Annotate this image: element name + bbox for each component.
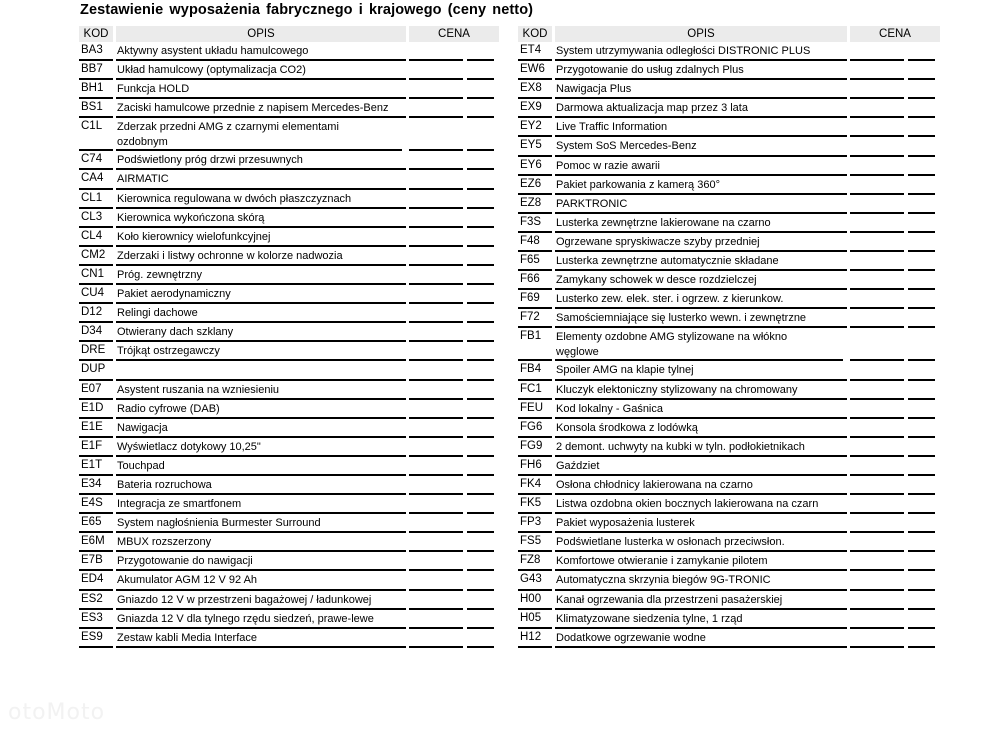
row-rule <box>467 646 494 648</box>
row-description: Otwierany dach szklany <box>117 326 234 339</box>
equipment-table-left <box>79 26 501 648</box>
table-row <box>518 495 942 514</box>
row-code: E1F <box>81 439 103 452</box>
table-row <box>518 419 942 438</box>
row-code: F66 <box>520 273 540 286</box>
table-row <box>79 151 501 170</box>
row-description: Zamykany schowek w desce rozdzielczej <box>556 274 757 287</box>
row-code: E1E <box>81 420 103 433</box>
row-code: ET4 <box>520 44 542 56</box>
row-description: Akumulator AGM 12 V 92 Ah <box>117 574 258 587</box>
row-code: H00 <box>520 592 542 605</box>
table-row <box>79 476 501 495</box>
header-kod: KOD <box>79 26 113 42</box>
row-code: DRE <box>81 344 106 357</box>
row-description: Bateria rozruchowa <box>117 478 212 491</box>
table-row <box>79 438 501 457</box>
row-description: Podświetlane lusterka w osłonach przeciwsłon. <box>556 536 785 549</box>
row-description: System utrzymywania odległości DISTRONIC PLUS <box>556 45 811 57</box>
table-row <box>518 328 942 361</box>
table-row <box>79 457 501 476</box>
row-description: System nagłośnienia Burmester Surround <box>117 517 321 530</box>
table-row <box>518 195 942 214</box>
row-description: MBUX rozszerzony <box>117 536 212 549</box>
row-code: FH6 <box>520 458 542 471</box>
table-row <box>79 533 501 552</box>
row-description: Zaciski hamulcowe przednie z napisem Mercedes-Benz <box>117 102 389 115</box>
row-description: Klimatyzowane siedzenia tylne, 1 rząd <box>556 612 743 625</box>
table-row <box>79 247 501 266</box>
row-code: ES3 <box>81 611 103 624</box>
row-code: G43 <box>520 573 542 586</box>
table-row <box>518 80 942 99</box>
row-description: Komfortowe otwieranie i zamykanie pilotem <box>556 555 768 568</box>
table-row <box>79 514 501 533</box>
row-code: D34 <box>81 325 103 338</box>
row-code: E1T <box>81 458 103 471</box>
table-row <box>79 400 501 419</box>
row-code: C1L <box>81 120 103 133</box>
row-code: FB4 <box>520 363 542 376</box>
table-row <box>79 80 501 99</box>
row-code: BS1 <box>81 101 103 114</box>
table-row <box>79 42 501 61</box>
row-description: Zderzaki i listwy ochronne w kolorze nadwozia <box>117 249 343 262</box>
table-row <box>518 514 942 533</box>
row-description: Lusterko zew. elek. ster. i ogrzew. z kierunkow. <box>556 293 784 306</box>
table-row <box>79 304 501 323</box>
row-description: Relingi dachowe <box>117 307 198 320</box>
row-code: DUP <box>81 363 106 376</box>
row-code: CN1 <box>81 267 105 280</box>
row-code: FK5 <box>520 497 542 510</box>
row-code: H12 <box>520 630 542 643</box>
row-code: EY5 <box>520 139 542 152</box>
table-row <box>79 285 501 304</box>
table-row <box>79 61 501 80</box>
row-description: Trójkąt ostrzegawczy <box>117 345 220 358</box>
row-description: Kierownica wykończona skórą <box>117 211 265 224</box>
table-row <box>79 571 501 590</box>
table-row <box>79 99 501 118</box>
row-description: Próg. zewnętrzny <box>117 268 202 281</box>
header-opis: OPIS <box>555 26 847 42</box>
row-code: FK4 <box>520 477 542 490</box>
row-description: Układ hamulcowy (optymalizacja CO2) <box>117 64 306 77</box>
row-code: E65 <box>81 516 102 529</box>
table-row <box>79 419 501 438</box>
row-code: FP3 <box>520 516 542 529</box>
row-code: FC1 <box>520 382 542 395</box>
row-code: F65 <box>520 254 540 267</box>
row-description: Lusterka zewnętrzne automatycznie składane <box>556 255 779 268</box>
table-row <box>79 209 501 228</box>
row-code: E6M <box>81 535 105 548</box>
row-description: 2 demont. uchwyty na kubki w tyln. podłokietnikach <box>556 440 805 453</box>
table-row <box>518 476 942 495</box>
header-opis: OPIS <box>116 26 406 42</box>
table-row <box>518 381 942 400</box>
row-description: Nawigacja Plus <box>556 83 632 96</box>
row-description: Zestaw kabli Media Interface <box>117 631 258 644</box>
row-rule <box>409 646 463 648</box>
table-row <box>79 170 501 189</box>
row-rule <box>850 646 904 648</box>
header-cena: CENA <box>409 26 499 42</box>
row-description: Wyświetlacz dotykowy 10,25" <box>117 440 261 453</box>
row-description: Zderzak przedni AMG z czarnymi elementami <box>117 121 339 134</box>
row-code: E7B <box>81 554 103 567</box>
row-code: FG6 <box>520 420 543 433</box>
row-code: CL4 <box>81 229 103 242</box>
row-code: EX9 <box>520 101 542 114</box>
row-description: PARKTRONIC <box>556 197 628 210</box>
row-description: Live Traffic Information <box>556 121 668 134</box>
table-row <box>79 323 501 342</box>
table-row <box>79 610 501 629</box>
row-description: Samościemniające się lusterko wewn. i zewnętrzne <box>556 312 807 325</box>
table-row <box>79 266 501 285</box>
row-code: E1D <box>81 401 104 414</box>
row-code: EY2 <box>520 120 542 133</box>
row-description: Nawigacja <box>117 421 168 434</box>
row-code: F3S <box>520 215 542 228</box>
row-code: ED4 <box>81 573 104 586</box>
row-rule <box>518 646 552 648</box>
row-description: Spoiler AMG na klapie tylnej <box>556 364 694 377</box>
table-row <box>518 629 942 648</box>
table-row <box>518 361 942 380</box>
table-row <box>518 610 942 629</box>
row-description: System SoS Mercedes-Benz <box>556 140 697 153</box>
row-code: E07 <box>81 382 102 395</box>
row-description: Lusterka zewnętrzne lakierowane na czarno <box>556 216 771 229</box>
table-row <box>518 61 942 80</box>
table-row <box>518 118 942 137</box>
table-row <box>79 228 501 247</box>
row-code: ES2 <box>81 592 103 605</box>
row-description: Kierownica regulowana w dwóch płaszczyznach <box>117 192 352 205</box>
document-title: Zestawienie wyposażenia fabrycznego i krajowego (ceny netto) <box>80 2 534 18</box>
row-code: EX8 <box>520 82 542 95</box>
header-kod: KOD <box>518 26 552 42</box>
table-row <box>518 137 942 156</box>
row-code: EW6 <box>520 63 545 76</box>
row-description: Koło kierownicy wielofunkcyjnej <box>117 230 271 243</box>
row-description: Ogrzewane spryskiwacze szyby przedniej <box>556 235 760 248</box>
row-description-continued: ozdobnym <box>117 136 168 149</box>
row-code: BA3 <box>81 44 103 56</box>
table-row <box>79 361 501 380</box>
row-description: Radio cyfrowe (DAB) <box>117 402 220 415</box>
row-code: CL3 <box>81 210 103 223</box>
table-row <box>518 271 942 290</box>
table-row <box>79 629 501 648</box>
row-description: Gniazdo 12 V w przestrzeni bagażowej / ładunkowej <box>117 593 372 606</box>
row-code: E34 <box>81 477 102 490</box>
row-rule <box>555 646 847 648</box>
table-row <box>518 252 942 271</box>
table-row <box>518 552 942 571</box>
row-code: EZ8 <box>520 196 542 209</box>
row-description: Dodatkowe ogrzewanie wodne <box>556 631 706 644</box>
row-description: Kanał ogrzewania dla przestrzeni pasażerskiej <box>556 593 783 606</box>
row-description: Asystent ruszania na wzniesieniu <box>117 383 280 396</box>
header-cena: CENA <box>850 26 940 42</box>
row-description: Konsola środkowa z lodówką <box>556 421 698 434</box>
row-description: Gniazda 12 V dla tylnego rzędu siedzeń, prawe-lewe <box>117 612 374 625</box>
row-description: Touchpad <box>117 459 165 472</box>
row-description: Integracja ze smartfonem <box>117 498 242 511</box>
table-row <box>79 552 501 571</box>
row-description: Przygotowanie do nawigacji <box>117 555 253 568</box>
table-row <box>518 157 942 176</box>
row-code: BH1 <box>81 82 104 95</box>
row-description: Kluczyk elektoniczny stylizowany na chromowany <box>556 383 798 396</box>
row-code: D12 <box>81 306 103 319</box>
table-header <box>79 26 501 42</box>
row-description: Pakiet parkowania z kamerą 360° <box>556 178 720 191</box>
row-code: E4S <box>81 497 103 510</box>
row-description: Przygotowanie do usług zdalnych Plus <box>556 64 744 77</box>
row-code: EZ6 <box>520 177 542 190</box>
table-row <box>518 400 942 419</box>
row-code: BB7 <box>81 63 103 76</box>
watermark: otoMoto <box>8 700 106 725</box>
row-description: Listwa ozdobna okien bocznych lakierowana na czarn <box>556 498 819 511</box>
table-row <box>518 233 942 252</box>
row-description: Darmowa aktualizacja map przez 3 lata <box>556 102 748 115</box>
table-row <box>518 309 942 328</box>
row-code: F48 <box>520 234 540 247</box>
table-row <box>79 495 501 514</box>
row-description: AIRMATIC <box>117 173 169 186</box>
row-description-continued: węglowe <box>556 346 599 359</box>
table-row <box>518 591 942 610</box>
table-row <box>79 381 501 400</box>
row-code: FZ8 <box>520 554 541 567</box>
row-rule <box>116 646 406 648</box>
equipment-table-right <box>518 26 942 648</box>
table-row <box>518 457 942 476</box>
row-code: F72 <box>520 311 540 324</box>
row-code: ES9 <box>81 630 103 643</box>
table-row <box>79 342 501 361</box>
table-row <box>518 533 942 552</box>
table-row <box>518 438 942 457</box>
row-code: EY6 <box>520 158 542 171</box>
row-description: Pomoc w razie awarii <box>556 159 660 172</box>
table-row <box>518 42 942 61</box>
row-rule <box>79 646 113 648</box>
table-row <box>79 591 501 610</box>
row-description: Kod lokalny - Gaśnica <box>556 402 663 415</box>
row-description: Pakiet wyposażenia lusterek <box>556 517 695 530</box>
row-code: FS5 <box>520 535 542 548</box>
row-rule <box>908 646 935 648</box>
row-description: Elementy ozdobne AMG stylizowane na włókno <box>556 331 788 344</box>
row-description: Automatyczna skrzynia biegów 9G-TRONIC <box>556 574 771 587</box>
row-description: Gaździet <box>556 459 600 472</box>
row-code: H05 <box>520 611 542 624</box>
table-row <box>518 99 942 118</box>
row-code: CM2 <box>81 248 106 261</box>
table-row <box>518 290 942 309</box>
row-description: Podświetlony próg drzwi przesuwnych <box>117 154 303 167</box>
row-code: C74 <box>81 153 103 166</box>
row-description: Funkcja HOLD <box>117 83 190 96</box>
row-code: FEU <box>520 401 543 414</box>
row-code: F69 <box>520 292 540 305</box>
row-code: FB1 <box>520 330 542 343</box>
table-row <box>518 214 942 233</box>
row-code: CU4 <box>81 287 105 300</box>
table-header <box>518 26 942 42</box>
table-row <box>518 571 942 590</box>
row-description: Aktywny asystent układu hamulcowego <box>117 45 309 57</box>
table-row <box>79 118 501 151</box>
row-code: CA4 <box>81 172 104 185</box>
table-row <box>518 176 942 195</box>
table-row <box>79 190 501 209</box>
row-code: CL1 <box>81 191 103 204</box>
row-code: FG9 <box>520 439 543 452</box>
row-description: Pakiet aerodynamiczny <box>117 288 231 301</box>
row-description: Osłona chłodnicy lakierowana na czarno <box>556 478 753 491</box>
